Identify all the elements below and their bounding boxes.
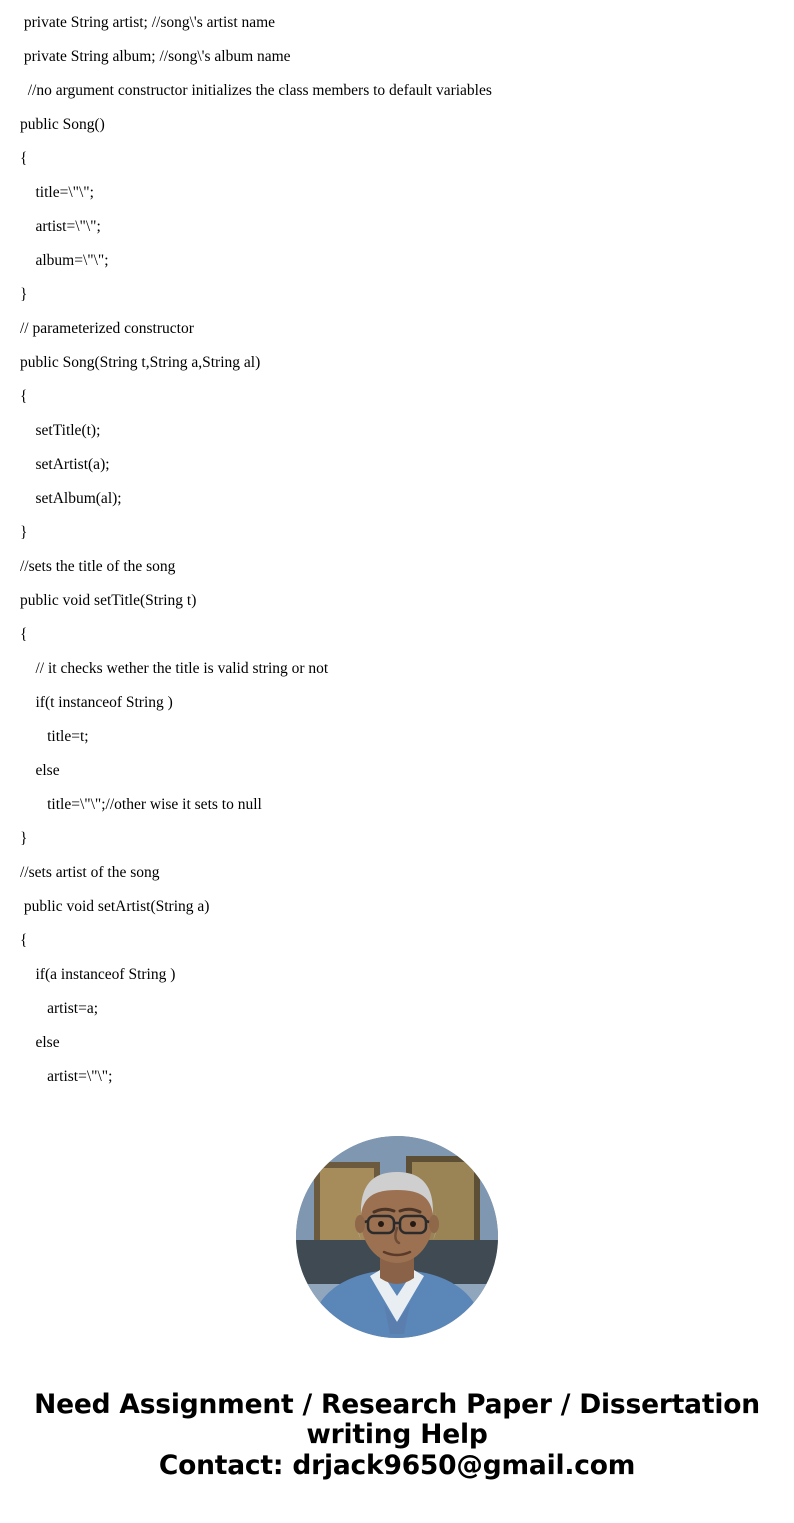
promo-line-1: Need Assignment / Research Paper / Dissertation bbox=[34, 1389, 760, 1420]
code-line: private String album; //song\'s album name bbox=[20, 48, 291, 65]
code-line: } bbox=[20, 286, 28, 303]
code-line: public void setTitle(String t) bbox=[20, 592, 197, 609]
code-line: artist=\"\"; bbox=[20, 218, 101, 235]
code-line: setAlbum(al); bbox=[20, 490, 122, 507]
code-line: album=\"\"; bbox=[20, 252, 109, 269]
code-line: //no argument constructor initializes the class members to default variables bbox=[20, 82, 492, 99]
code-line: // it checks wether the title is valid string or not bbox=[20, 660, 329, 677]
code-line: public Song() bbox=[20, 116, 105, 133]
code-line: } bbox=[20, 524, 28, 541]
code-line: setTitle(t); bbox=[20, 422, 101, 439]
code-line: } bbox=[20, 830, 28, 847]
code-line: public Song(String t,String a,String al) bbox=[20, 354, 261, 371]
avatar bbox=[296, 1136, 498, 1338]
code-line: { bbox=[20, 932, 28, 949]
code-line: if(a instanceof String ) bbox=[20, 966, 176, 983]
code-line: public void setArtist(String a) bbox=[20, 898, 210, 915]
code-line: title=\"\"; bbox=[20, 184, 94, 201]
code-line: //sets the title of the song bbox=[20, 558, 176, 575]
promo-line-2: writing Help bbox=[306, 1419, 488, 1450]
promo-banner bbox=[0, 1390, 794, 1481]
code-line: title=\"\";//other wise it sets to null bbox=[20, 796, 262, 813]
code-line: if(t instanceof String ) bbox=[20, 694, 173, 711]
promo-contact: Contact: drjack9650@gmail.com bbox=[158, 1450, 636, 1481]
profile-photo-icon bbox=[296, 1136, 498, 1338]
code-line: // parameterized constructor bbox=[20, 320, 194, 337]
code-line: //sets artist of the song bbox=[20, 864, 160, 881]
code-line: else bbox=[20, 762, 60, 779]
code-line: private String artist; //song\'s artist name bbox=[20, 14, 276, 31]
avatar-container bbox=[0, 1136, 794, 1338]
code-line: setArtist(a); bbox=[20, 456, 110, 473]
code-line: title=t; bbox=[20, 728, 89, 745]
code-line: { bbox=[20, 150, 28, 167]
code-line: { bbox=[20, 626, 28, 643]
code-line: artist=a; bbox=[20, 1000, 99, 1017]
code-line: else bbox=[20, 1034, 60, 1051]
code-line: { bbox=[20, 388, 28, 405]
code-line: artist=\"\"; bbox=[20, 1068, 113, 1085]
